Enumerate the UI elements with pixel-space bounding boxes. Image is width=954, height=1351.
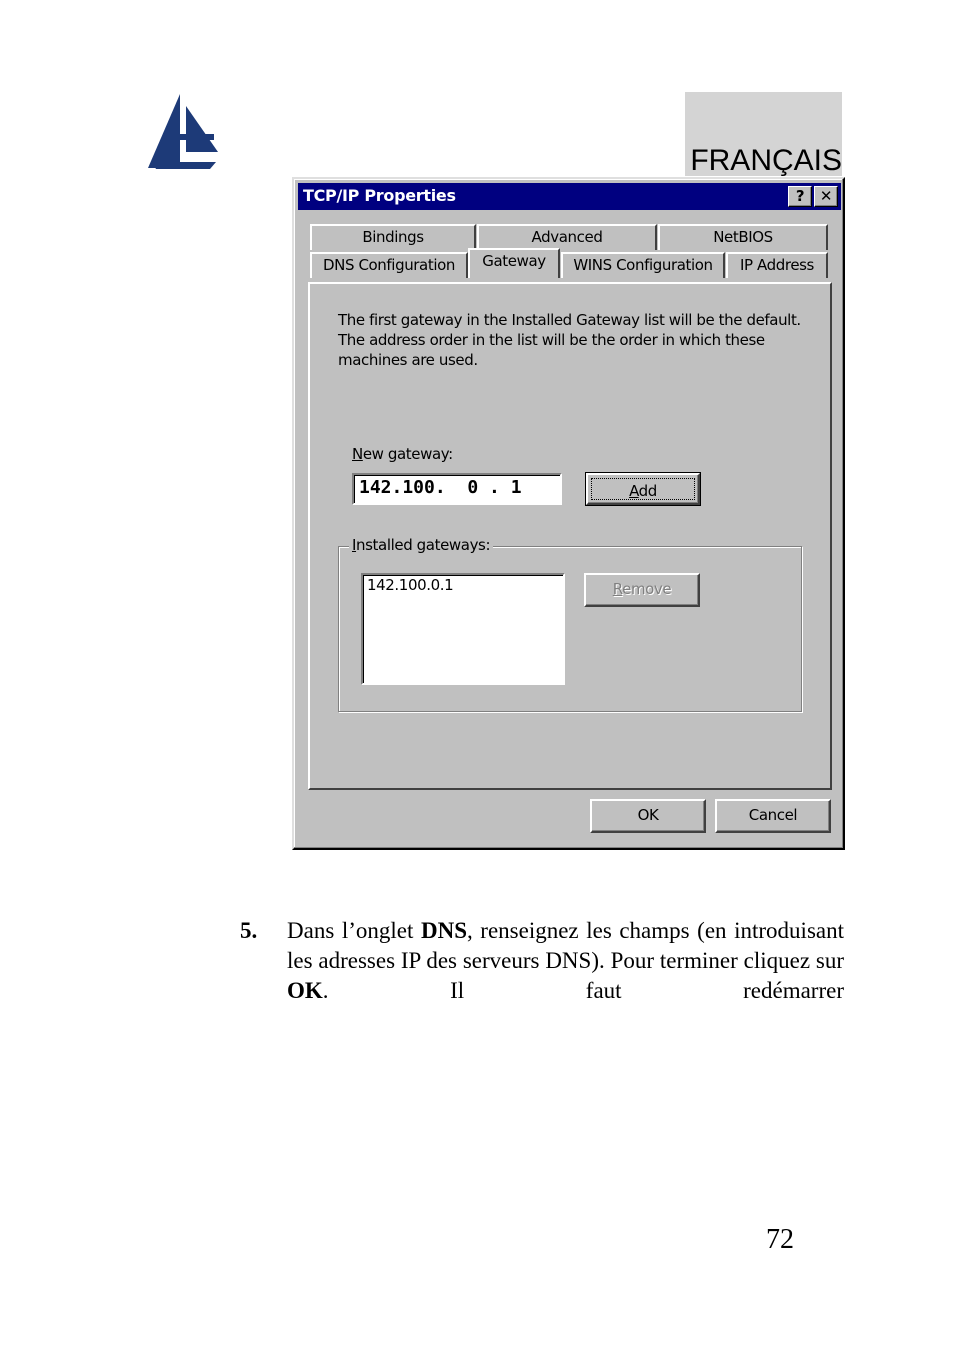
new-gateway-ip-input[interactable]: 142.100. 0 . 1 [352,473,562,505]
tab-netbios[interactable]: NetBIOS [658,224,828,250]
gateway-panel [308,282,832,790]
cancel-button[interactable]: Cancel [715,799,831,833]
tab-dns-configuration[interactable]: DNS Configuration [310,252,468,278]
sailboat-logo-icon [146,92,222,172]
installed-gateways-group [338,536,802,712]
tab-bindings[interactable]: Bindings [310,224,476,250]
tab-wins-configuration[interactable]: WINS Configuration [561,252,725,278]
tab-ip-address[interactable]: IP Address [726,252,828,278]
dialog-title: TCP/IP Properties [303,186,456,205]
add-button[interactable]: Add [586,473,700,505]
new-gateway-label: New gateway: [352,445,453,463]
tab-advanced[interactable]: Advanced [477,224,657,250]
installed-gateways-list[interactable] [361,573,565,685]
tcpip-properties-dialog [292,177,845,850]
page-number: 72 [766,1224,794,1255]
help-button[interactable]: ? [788,186,812,207]
remove-button[interactable]: Remove [584,573,700,607]
title-bar [298,183,841,210]
tab-gateway[interactable]: Gateway [468,248,560,278]
gateway-description: The first gateway in the Installed Gateway list will be the default. The address order in the list will be the order in which these machines are used. [338,311,801,369]
ok-button[interactable]: OK [590,799,706,833]
installed-gateways-label: Installed gateways: [349,536,493,554]
step-instructions: Dans l’onglet DNS, renseignez les champs (en introduisant les adresses IP des serveurs DNS). Pour terminer cliquez sur OK. Il faut redémarrer [287,918,845,1003]
close-button[interactable]: ✕ [814,186,838,207]
step-number: 5. [240,918,258,943]
language-banner [685,92,842,176]
list-item[interactable]: 142.100.0.1 [367,576,454,594]
language-label: FRANÇAIS [690,144,842,177]
